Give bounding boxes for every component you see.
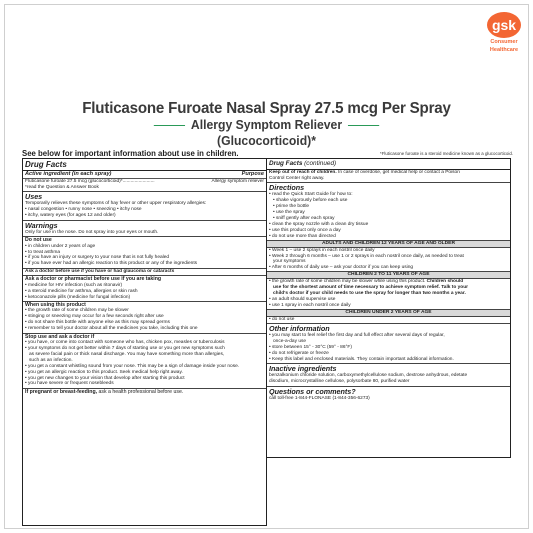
ap-item: • medicine for HIV infection (such as ritonavir) (25, 282, 123, 288)
s-item: such as an infection. (29, 357, 73, 363)
uses-line2: • itchy, watery eyes (for ages 12 and older) (25, 213, 116, 219)
active-block (23, 179, 266, 192)
when-using-block (23, 302, 266, 334)
w-item: • remember to tell your doctor about all the medicines you take, including this one (25, 326, 198, 332)
stop-use-title: Stop use and ask a doctor if (25, 333, 95, 340)
c-item: • use 1 spray in each nostril once daily (269, 302, 351, 308)
a-item: • Week 2 through 6 months – use 1 or 2 sprays in each nostril once daily, as needed to treat (269, 253, 464, 259)
drug-facts-header: Drug Facts (23, 159, 266, 171)
when-using-title: When using this product (25, 302, 86, 309)
w-item: • do not share this bottle with anyone else as this may spread germs (25, 320, 170, 326)
drug-facts-cont-header: Drug Facts (continued) (267, 159, 510, 170)
d-item: • use the spray (273, 210, 305, 216)
subtitle-text: Allergy Symptom Reliever (190, 118, 343, 132)
read-qa: *read the Question & Answer Book (25, 184, 99, 190)
o-item: • you may start to feel relief the first day and full effect after several days of regular, (269, 333, 445, 339)
u-item: • do not use (269, 316, 295, 322)
green-rule-left (154, 125, 185, 126)
other-info-title: Other information (269, 324, 330, 334)
adults-bar: ADULTS AND CHILDREN 12 YEARS OF AGE AND OLDER (267, 240, 510, 248)
pregnancy-warning: If pregnant or breast-feeding, ask a health professional before use. (25, 388, 184, 395)
d-item: • prime the bottle (273, 204, 310, 210)
purpose-label: Purpose (241, 171, 264, 177)
product-subtitle (7, 118, 527, 132)
dnu-item: • to treat asthma (25, 249, 61, 255)
inactive-title: Inactive ingredients (269, 364, 337, 374)
d-item: • sniff gently after each spray (273, 216, 335, 222)
keep-line2: Control Center right away. (269, 175, 325, 181)
gsk-logo (484, 12, 524, 53)
s-item: • you have, or come into contact with someone who has, chicken pox, measles or tuberculosis (25, 340, 225, 346)
uses-intro: Temporarily relieves these symptoms of hay fever or other upper respiratory allergies: (25, 201, 207, 207)
uses-line1: • nasal congestion • runny nose • sneezing • itchy nose (25, 207, 142, 213)
o-item: • store between 15° - 30°C (59° - 86°F) (269, 345, 352, 351)
ask-pharmacist-title: Ask a doctor or pharmacist before use if you are taking (25, 276, 162, 283)
keep-line1: Keep out of reach of children. In case of overdose, get medical help or contact a Poison (269, 170, 460, 175)
do-not-use-block (23, 237, 266, 269)
s-item: • your symptoms do not get better within 7 days of starting use or you get new symptoms such (25, 346, 225, 351)
s-item: as severe facial pain or thick nasal discharge. You may have something more than allergies, (29, 351, 225, 357)
inactive-line: disodium, microcrystalline cellulose, polysorbate 80, purified water (269, 379, 410, 385)
questions-title: Questions or comments? (269, 386, 356, 396)
a-item: • After 6 months of daily use – ask your doctor if you can keep using (269, 265, 414, 271)
a-item: your symptoms (273, 259, 306, 265)
dnu-item: • in children under 2 years of age (25, 243, 96, 249)
directions-title: Directions (269, 183, 305, 193)
o-item: • do not refrigerate or freeze (269, 351, 329, 357)
d-item: • use this product only once a day (269, 227, 341, 233)
drug-facts-right (266, 158, 511, 458)
children-bar: CHILDREN 2 TO 11 YEARS OF AGE (267, 271, 510, 279)
brand-sub-2: Healthcare (489, 46, 519, 53)
product-title: Fluticasone Furoate Nasal Spray 27.5 mcg Per Spray (82, 100, 451, 117)
ask-pharmacist-block (23, 276, 266, 302)
see-below-note: See below for important information about use in children. (22, 149, 239, 158)
dnu-item: • if you have an injury or surgery to your nose that is not fully healed (25, 255, 170, 261)
s-item: • you get an allergic reaction to this product. Seek medical help right away. (25, 369, 183, 375)
under2-bar: CHILDREN UNDER 2 YEARS OF AGE (267, 309, 510, 317)
do-not-use-title: Do not use (25, 237, 52, 244)
drug-facts-left (22, 158, 267, 526)
s-item: • you get a constant whistling sound from your nose. This may be a sign of damage inside your nose. (25, 363, 240, 369)
brand-sub-1: Consumer (490, 39, 518, 45)
w-item: • the growth rate of some children may be slower (25, 308, 129, 314)
gsk-logo-mark: gsk (487, 12, 521, 38)
ap-item: • a steroid medicine for asthma, allergies or skin rash (25, 288, 138, 294)
keep-out-block (267, 170, 510, 183)
a-item: • Week 1 – use 2 sprays in each nostril once daily (269, 247, 375, 253)
stop-use-block (23, 334, 266, 389)
o-item: once-a-day use (273, 339, 307, 345)
active-ingredient-header (23, 171, 266, 179)
d-item: • do not use more than directed (269, 233, 336, 239)
s-item: • you get new changes to your vision that develop after starting this product (25, 375, 185, 381)
w-item: • stinging or sneezing may occur for a few seconds right after use (25, 314, 164, 320)
ask-doctor-before: Ask a doctor before use if you have or had glaucoma or cataracts (23, 269, 266, 277)
c-item: • the growth rate of some children may be slower while using this product. Children should (269, 279, 464, 285)
d-item: • clean the spray nozzle with a clean dry tissue (269, 221, 369, 227)
active-label: Active ingredient (in each spray) (25, 171, 112, 177)
footnote: *Fluticasone furoate is a steroid medicine known as a glucocorticoid. (380, 151, 514, 156)
d-item: • read the Quick Start Guide for how to: (269, 192, 353, 198)
product-class: (Glucocorticoid)* (217, 134, 316, 148)
ap-item: • ketoconazole pills (medicine for fungal infection) (25, 294, 131, 300)
warnings-block (23, 221, 266, 238)
directions-block (267, 183, 510, 324)
warnings-intro: Only for use in the nose. Do not spray into your eyes or mouth. (25, 229, 159, 235)
green-rule-right (348, 125, 379, 126)
c-item: • an adult should supervise use (269, 297, 336, 302)
active-value: Fluticasone furoate 27.5 mcg (glucocorticoid)*........................ (25, 179, 155, 184)
inactive-block (267, 364, 510, 386)
questions-block (267, 387, 510, 402)
dnu-item: • if you have ever had an allergic reaction to this product or any of the ingredients (25, 261, 198, 267)
c-item: child's doctor if your child needs to use the spray for longer than two months a year. (273, 291, 466, 297)
s-item: • you have severe or frequent nosebleeds (25, 381, 114, 387)
other-info-block (267, 324, 510, 364)
call-line: call toll-free 1-844-FLONASE (1-844-356-6273) (269, 395, 370, 401)
c-item: use for the shortest amount of time necessary to achieve symptom relief. Talk to your (273, 285, 469, 291)
uses-title: Uses (25, 192, 43, 202)
d-item: • shake vigorously before each use (273, 198, 348, 204)
o-item: • Keep this label and enclosed materials. They contain important additional information. (269, 356, 454, 362)
warnings-title: Warnings (25, 220, 58, 230)
inactive-line: benzalkonium chloride solution, carboxymethylcellulose sodium, dextrose anhydrous, edetate (269, 373, 468, 379)
purpose-value: Allergy symptom reliever (211, 179, 264, 184)
uses-block (23, 192, 266, 220)
